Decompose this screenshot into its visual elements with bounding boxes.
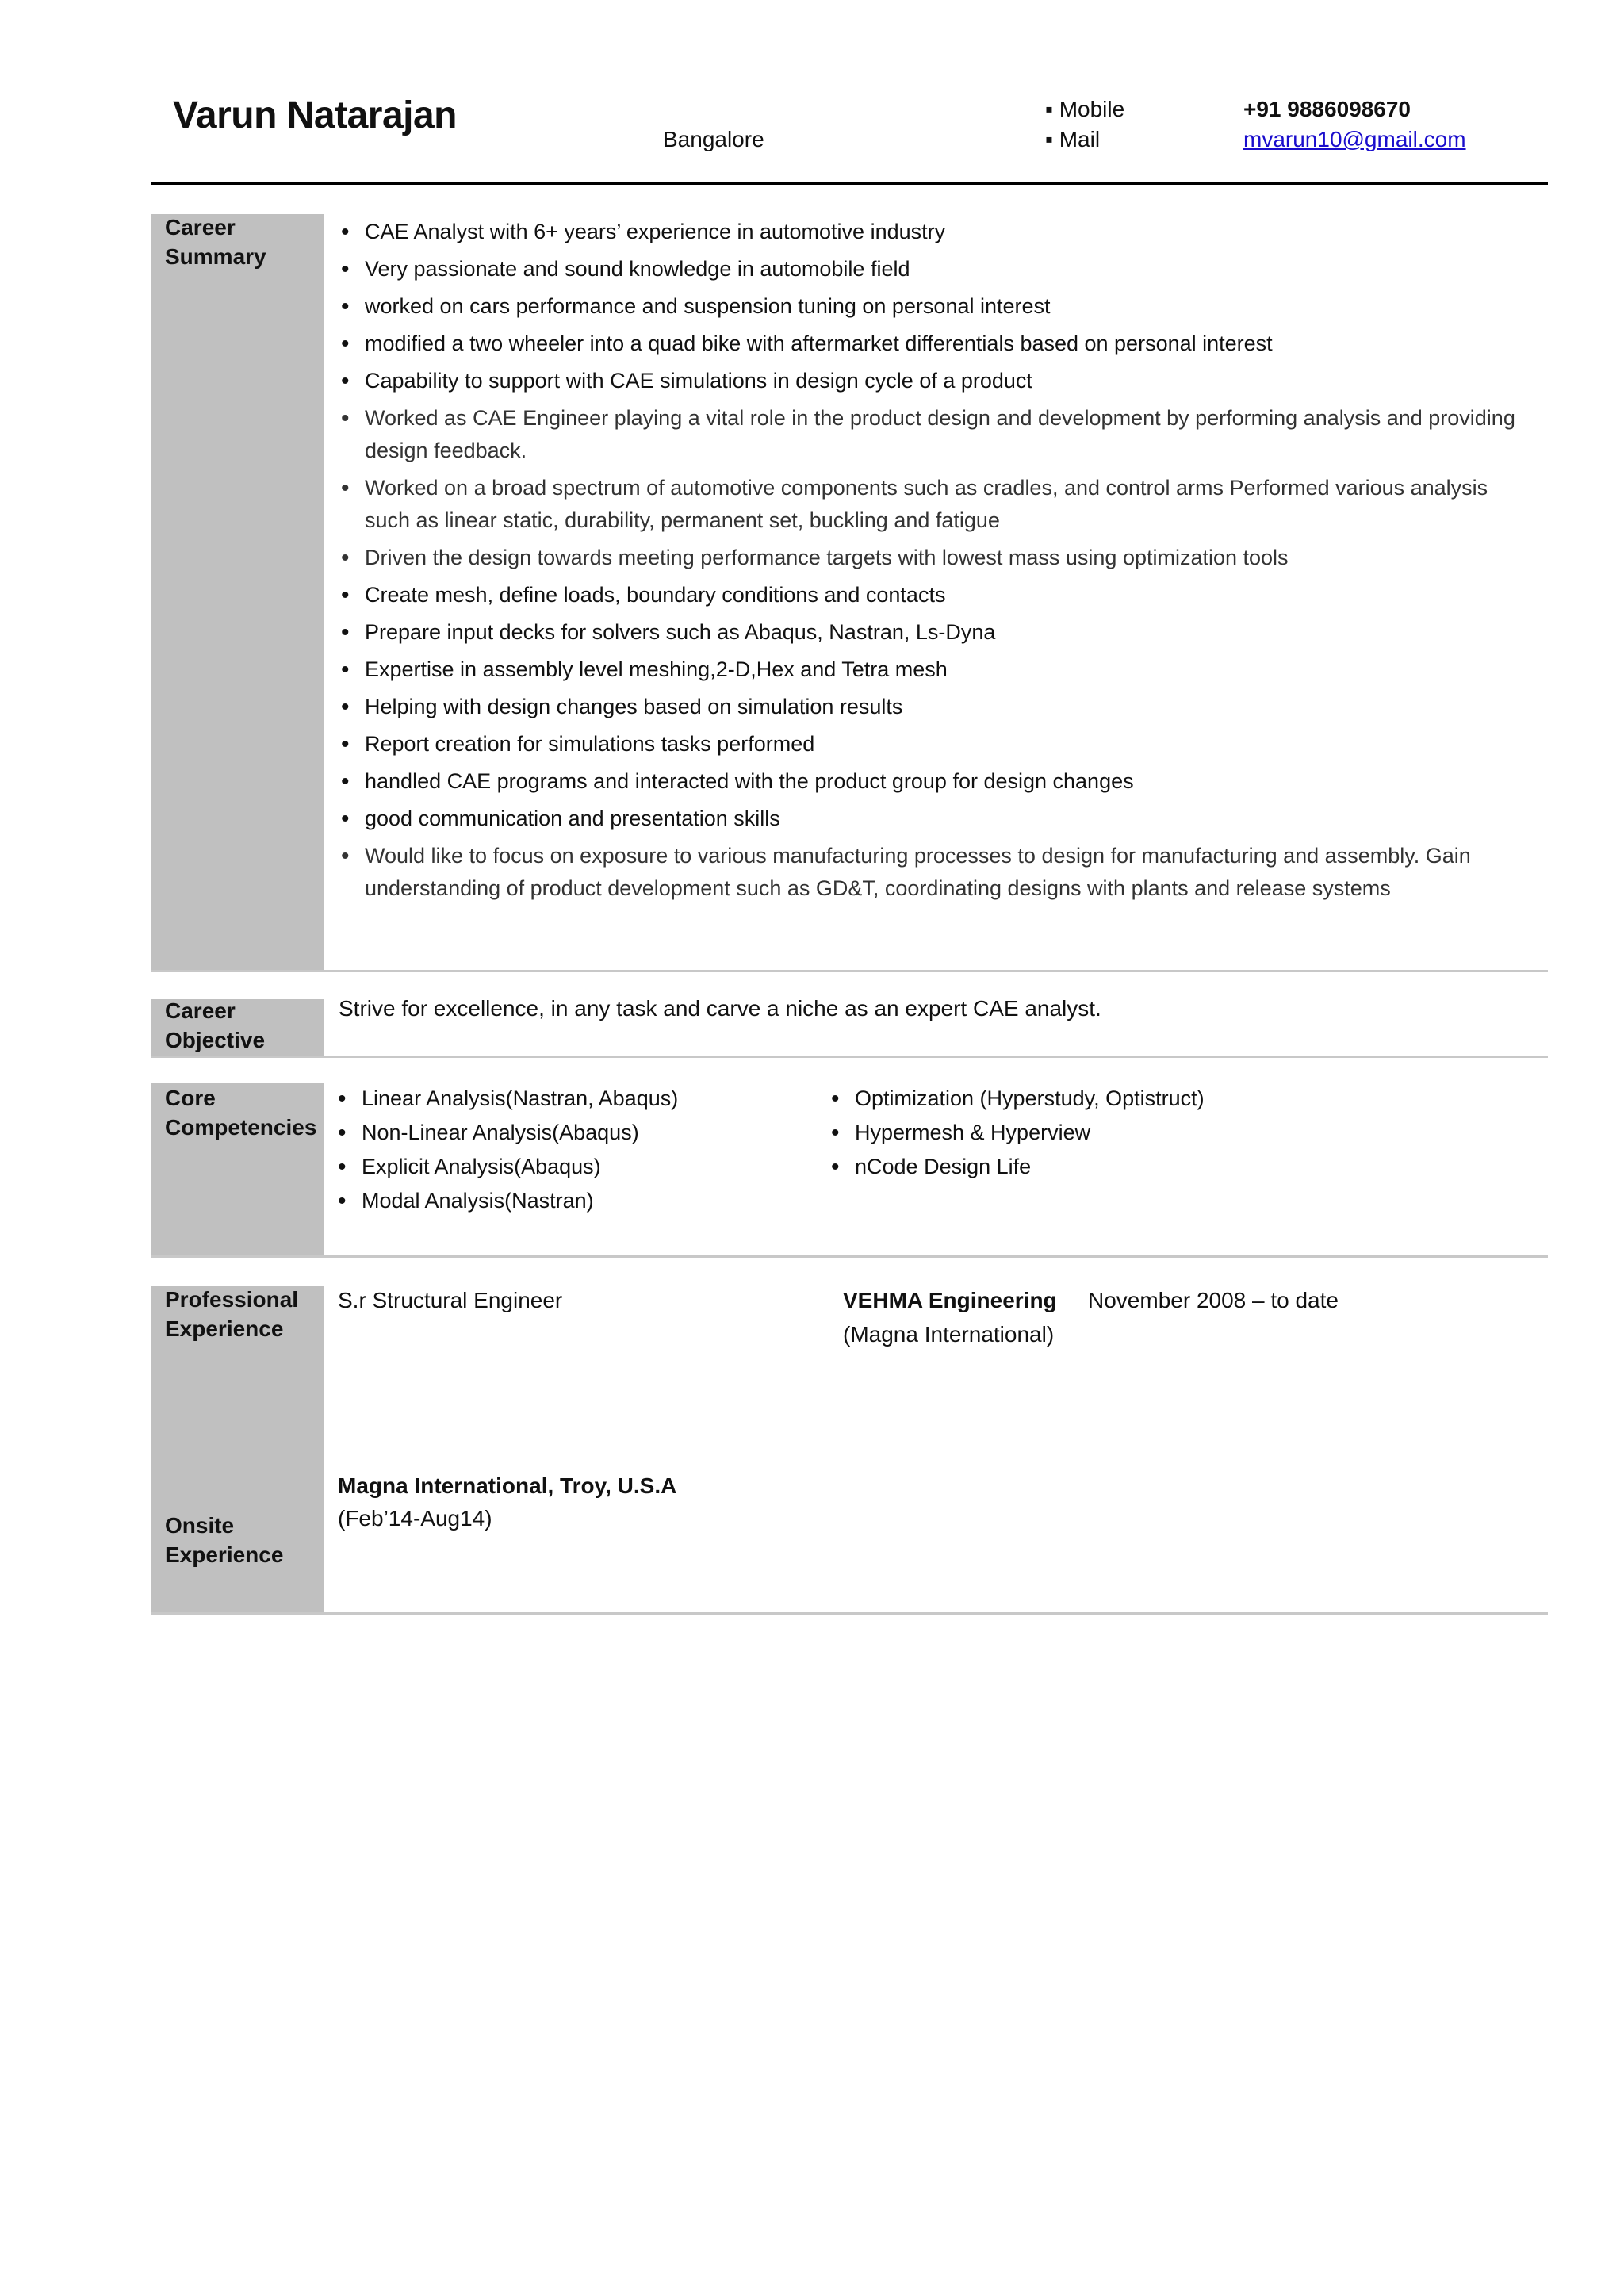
career-summary-list: [341, 216, 1534, 910]
list-item: • Would like to focus on exposure to various manufacturing processes to design for manufacturing and assembly. Gain understanding of product development such as GD&T, coordinating designs with plants and release systems: [341, 840, 1534, 905]
list-item: • Worked on a broad spectrum of automotive components such as cradles, and control arms Performed various analysis such as linear static, durability, permanent set, buckling and fatigue: [341, 472, 1534, 537]
header-divider: [151, 182, 1548, 185]
list-item: • good communication and presentation skills: [341, 803, 1534, 835]
list-item: • Worked as CAE Engineer playing a vital role in the product design and development by performing analysis and providing design feedback.: [341, 402, 1534, 467]
list-item: • Very passionate and sound knowledge in automobile field: [341, 253, 1534, 285]
list-item: • handled CAE programs and interacted with the product group for design changes: [341, 765, 1534, 798]
job-role: S.r Structural Engineer: [338, 1288, 563, 1312]
mail-label: ▪ Mail: [1045, 127, 1101, 151]
company-parent: (Magna International): [843, 1322, 1055, 1347]
candidate-name: Varun Natarajan: [173, 94, 457, 136]
list-item: • Helping with design changes based on simulation results: [341, 691, 1534, 723]
onsite-company: Magna International, Troy, U.S.A: [338, 1473, 677, 1498]
list-item: • Explicit Analysis(Abaqus): [338, 1150, 678, 1184]
career-summary-title: Career Summary: [165, 215, 266, 269]
mobile-label: ▪ Mobile: [1045, 97, 1125, 121]
list-item: • Non-Linear Analysis(Abaqus): [338, 1116, 678, 1150]
career-summary-sidebar: [151, 214, 324, 971]
list-item: • Optimization (Hyperstudy, Optistruct): [831, 1082, 1205, 1116]
list-item: • Expertise in assembly level meshing,2-D,Hex and Tetra mesh: [341, 653, 1534, 686]
competencies-left-list: [338, 1082, 678, 1218]
professional-experience-title: Professional Experience: [165, 1287, 299, 1341]
list-item: • Create mesh, define loads, boundary conditions and contacts: [341, 579, 1534, 611]
list-item: • Modal Analysis(Nastran): [338, 1184, 678, 1218]
competencies-right-list: [831, 1082, 1205, 1184]
company-name: VEHMA Engineering: [843, 1288, 1057, 1312]
career-objective-text: Strive for excellence, in any task and carve a niche as an expert CAE analyst.: [339, 996, 1101, 1021]
section-divider: [151, 1612, 1548, 1615]
job-period: November 2008 – to date: [1088, 1288, 1339, 1312]
list-item: • CAE Analyst with 6+ years’ experience in automotive industry: [341, 216, 1534, 248]
section-divider: [151, 1255, 1548, 1258]
candidate-city: Bangalore: [663, 127, 764, 151]
section-divider: [151, 970, 1548, 972]
core-competencies-title: Core Competencies: [165, 1086, 317, 1140]
list-item: • worked on cars performance and suspension tuning on personal interest: [341, 290, 1534, 323]
list-item: • Driven the design towards meeting performance targets with lowest mass using optimization tools: [341, 542, 1534, 574]
mobile-number: +91 9886098670: [1243, 97, 1411, 121]
email-link[interactable]: mvarun10@gmail.com: [1243, 127, 1466, 151]
list-item: • Prepare input decks for solvers such as Abaqus, Nastran, Ls-Dyna: [341, 616, 1534, 649]
list-item: • modified a two wheeler into a quad bike with aftermarket differentials based on personal interest: [341, 328, 1534, 360]
list-item: • Linear Analysis(Nastran, Abaqus): [338, 1082, 678, 1116]
onsite-period: (Feb’14-Aug14): [338, 1506, 492, 1531]
onsite-experience-title: Onsite Experience: [165, 1513, 284, 1567]
list-item: • Report creation for simulations tasks performed: [341, 728, 1534, 761]
section-divider: [151, 1056, 1548, 1058]
list-item: • nCode Design Life: [831, 1150, 1205, 1184]
career-objective-title: Career Objective: [165, 998, 266, 1052]
list-item: • Hypermesh & Hyperview: [831, 1116, 1205, 1150]
list-item: • Capability to support with CAE simulations in design cycle of a product: [341, 365, 1534, 397]
